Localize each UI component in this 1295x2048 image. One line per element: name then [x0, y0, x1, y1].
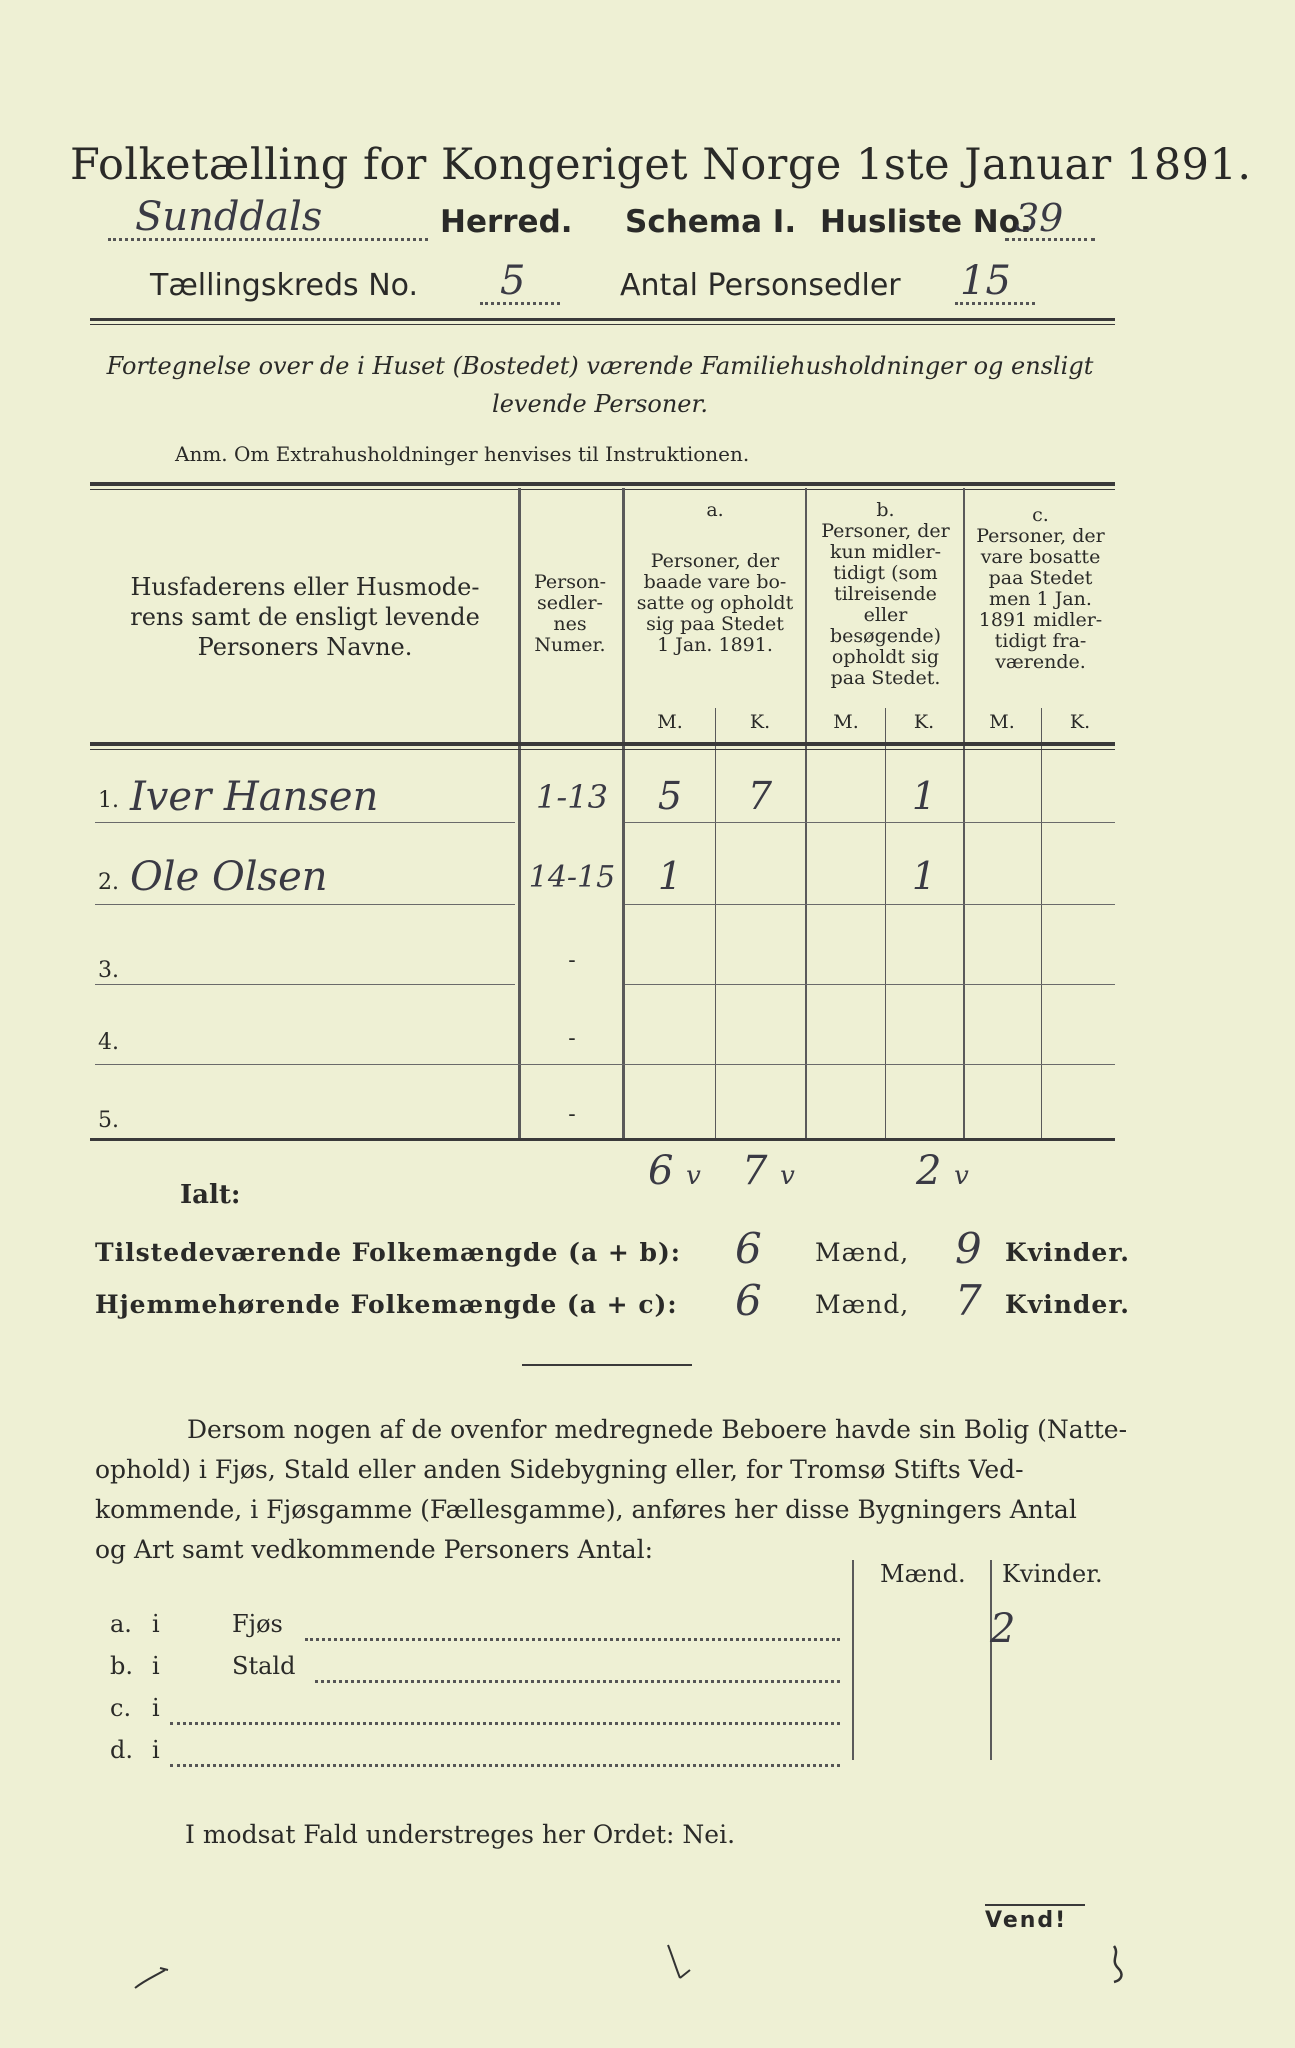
ialt-label: Ialt:: [180, 1180, 241, 1210]
intro-anm: Anm. Om Extrahusholdninger henvises til Instruktionen.: [175, 442, 750, 466]
a-m-header: M.: [657, 711, 683, 733]
row-ak: 7: [747, 774, 773, 818]
note-line1: Dersom nogen af de ovenfor medregnede Beboere havde sin Bolig (Natte-: [187, 1415, 1128, 1444]
check-mark: v: [954, 1161, 969, 1191]
building-row: [110, 1606, 1110, 1652]
tilstede-label: Tilstedeværende Folkemængde (a + b):: [95, 1238, 682, 1267]
schema-label: Schema I.: [625, 204, 797, 240]
tilstede-kvinder: Kvinder.: [1005, 1238, 1130, 1267]
col-num-line3: nes: [553, 613, 587, 635]
col-a-line3: satte og opholdt: [636, 592, 794, 614]
row-bk: 1: [911, 854, 937, 898]
row-number: 3.: [98, 958, 119, 983]
row-num: -: [568, 1102, 576, 1127]
building-prep: i: [152, 1610, 160, 1638]
table-row: [90, 830, 1115, 908]
col-c-line7: værende.: [995, 651, 1086, 673]
col-b-line1: Personer, der: [821, 520, 950, 542]
kreds-label: Tællingskreds No.: [150, 268, 418, 303]
col-c-line3: paa Stedet: [988, 567, 1093, 589]
intro-line1: Fortegnelse over de i Huset (Bostedet) værende Familiehusholdninger og ensligt: [106, 352, 1094, 380]
c-k-header: K.: [1069, 711, 1091, 733]
buildings-kvinder-header: Kvinder.: [1002, 1560, 1103, 1588]
row-num: -: [568, 948, 576, 973]
col-c-line5: 1891 midler-: [978, 609, 1103, 631]
b-m-header: M.: [833, 711, 859, 733]
modsat-text: I modsat Fald understreges her Ordet: Nei.: [185, 1820, 736, 1849]
table-row: [90, 1068, 1115, 1138]
building-row: [110, 1694, 1110, 1734]
ialt-ak: [742, 1148, 795, 1194]
col-num-line2: sedler-: [537, 592, 603, 614]
buildings-maend-header: Mænd.: [880, 1560, 966, 1588]
table-row: [90, 988, 1115, 1066]
col-a-letter: a.: [706, 499, 724, 521]
row-number: 2.: [98, 870, 119, 895]
col-b-line5: eller: [863, 604, 908, 626]
herred-value: Sunddals: [135, 194, 323, 240]
herred-line: [100, 194, 1120, 250]
row-rule: [95, 822, 515, 823]
tilstede-k: 9: [955, 1224, 983, 1273]
vend-rule: [985, 1904, 1085, 1906]
kreds-line: [150, 258, 1100, 312]
row-rule: [95, 984, 515, 985]
col-a-line5: 1 Jan. 1891.: [657, 634, 773, 656]
col-num-line1: Person-: [533, 571, 607, 593]
col-b-line7: opholdt sig: [831, 646, 940, 668]
hjemme-kvinder: Kvinder.: [1005, 1290, 1130, 1319]
row-num: -: [568, 1026, 576, 1051]
col-name-line1: Husfaderens eller Husmode-: [130, 573, 480, 601]
pen-mark-left: [130, 1958, 180, 1998]
col-a-line1: Personer, der: [650, 550, 780, 572]
husliste-label: Husliste No.: [820, 204, 1032, 240]
col-c-header: [963, 505, 1118, 673]
building-prep: i: [152, 1694, 160, 1722]
table-bottom-rule: [90, 1138, 1115, 1141]
row-number: 1.: [98, 788, 119, 813]
ialt-bk-value: 2: [916, 1148, 942, 1194]
col-name-line3: Personers Navne.: [197, 633, 413, 661]
building-prep: i: [152, 1736, 160, 1764]
building-label: Stald: [232, 1652, 296, 1680]
building-kvinder: 2: [990, 1606, 1016, 1652]
form-title: Folketælling for Kongeriget Norge 1ste Januar 1891.: [70, 140, 1252, 190]
table-row: [90, 908, 1115, 986]
row-am: 5: [657, 774, 683, 818]
row-num: 14-15: [528, 860, 616, 895]
check-mark: v: [780, 1161, 795, 1191]
tilstede-line: [95, 1224, 1130, 1278]
separator-rule: [522, 1364, 692, 1366]
col-c-line2: vare bosatte: [980, 546, 1101, 568]
building-label: Fjøs: [232, 1610, 283, 1638]
table-top-rule: [90, 482, 1115, 486]
ialt-ak-value: 7: [742, 1148, 768, 1194]
col-b-line6: besøgende): [829, 625, 942, 647]
ialt-am: [648, 1148, 701, 1194]
c-m-header: M.: [989, 711, 1015, 733]
header-rule-thin: [90, 324, 1115, 325]
vend-text: Vend!: [985, 1908, 1068, 1933]
row-rule: [625, 822, 1115, 823]
intro-line2: levende Personer.: [492, 390, 708, 418]
building-dots: [170, 1722, 840, 1725]
col-num-line4: Numer.: [534, 634, 606, 656]
tilstede-m: 6: [735, 1224, 763, 1273]
note-line3: kommende, i Fjøsgamme (Fællesgamme), anføres her disse Bygningers Antal: [95, 1495, 1077, 1524]
kreds-value: 5: [500, 258, 526, 304]
col-b-line4: tilreisende: [834, 583, 937, 605]
note-paragraph: [95, 1410, 1128, 1570]
row-number: 5.: [98, 1108, 119, 1133]
building-dots: [305, 1638, 840, 1641]
herred-label: Herred.: [440, 204, 573, 240]
hjemme-maend: Mænd,: [815, 1290, 910, 1319]
hjemme-label: Hjemmehørende Folkemængde (a + c):: [95, 1290, 678, 1319]
header-rule: [90, 318, 1115, 321]
hjemme-k: 7: [955, 1276, 983, 1325]
hjemme-line: [95, 1276, 1130, 1330]
antal-value: 15: [960, 258, 1011, 304]
pen-mark-center: [660, 1940, 700, 1990]
col-num-header: [520, 572, 620, 656]
col-b-header: [807, 500, 964, 689]
table-row: [90, 752, 1115, 830]
col-b-line8: paa Stedet.: [830, 667, 941, 689]
col-b-line3: tidigt (som: [833, 562, 938, 584]
col-name-line2: rens samt de ensligt levende: [130, 603, 480, 631]
building-dots: [315, 1680, 840, 1683]
row-rule: [625, 904, 1115, 905]
building-row: [110, 1652, 1110, 1692]
row-rule: [95, 904, 515, 905]
row-rule: [625, 984, 1115, 985]
building-prep: i: [152, 1652, 160, 1680]
row-rule: [95, 1064, 1115, 1065]
col-c-line4: men 1 Jan.: [989, 588, 1092, 610]
building-dots: [170, 1764, 840, 1767]
col-name-header: [95, 572, 515, 662]
header-bottom-rule-thin: [90, 749, 1115, 750]
col-b-letter: b.: [876, 499, 895, 521]
b-k-header: K.: [913, 711, 935, 733]
col-c-line1: Personer, der: [976, 525, 1105, 547]
col-a-header: [625, 500, 805, 656]
col-b-line2: kun midler-: [829, 541, 942, 563]
check-mark: v: [686, 1161, 701, 1191]
ialt-bk: [916, 1148, 969, 1194]
note-line4: og Art samt vedkommende Personers Antal:: [95, 1535, 654, 1564]
header-bottom-rule: [90, 742, 1115, 746]
husliste-value: 39: [1015, 196, 1064, 240]
building-letter: d.: [110, 1736, 133, 1764]
pen-mark-right: [1100, 1940, 1140, 1990]
antal-label: Antal Personsedler: [620, 268, 901, 303]
col-a-line2: baade vare bo-: [643, 571, 787, 593]
row-am: 1: [657, 854, 683, 898]
row-number: 4.: [98, 1030, 119, 1055]
building-letter: a.: [110, 1610, 132, 1638]
row-bk: 1: [911, 774, 937, 818]
row-name: Ole Olsen: [130, 854, 328, 900]
building-letter: c.: [110, 1694, 132, 1722]
building-letter: b.: [110, 1652, 133, 1680]
hjemme-m: 6: [735, 1276, 763, 1325]
row-num: 1-13: [536, 778, 608, 816]
col-c-line6: tidigt fra-: [994, 630, 1087, 652]
note-line2: ophold) i Fjøs, Stald eller anden Sidebygning eller, for Tromsø Stifts Ved-: [95, 1455, 1024, 1484]
col-a-line4: sig paa Stedet: [646, 613, 784, 635]
tilstede-maend: Mænd,: [815, 1238, 910, 1267]
a-k-header: K.: [749, 711, 771, 733]
building-row: [110, 1736, 1110, 1776]
table-top-rule-thin: [90, 489, 1115, 490]
col-c-letter: c.: [1032, 504, 1049, 526]
row-name: Iver Hansen: [130, 774, 379, 820]
ialt-am-value: 6: [648, 1148, 674, 1194]
